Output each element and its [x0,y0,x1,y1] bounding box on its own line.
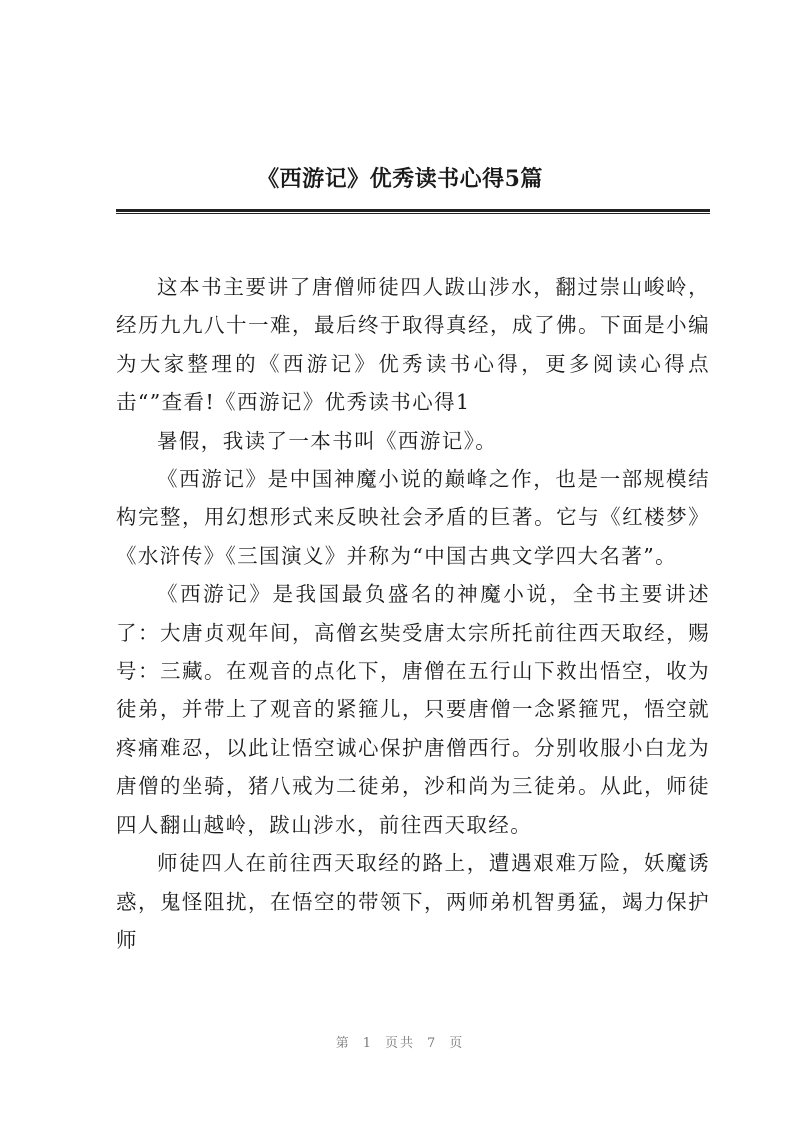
footer-prefix: 第 [335,1036,351,1051]
paragraph-intro: 这本书主要讲了唐僧师徒四人跋山涉水，翻过崇山峻岭，经历九九八十一难，最后终于取得真经，成了佛。下面是小编为大家整理的《西游记》优秀读书心得，更多阅读心得点击“”查看!《西游记》优秀读书心得1 [116,275,710,415]
paragraph-plot: 《西游记》是我国最负盛名的神魔小说，全书主要讲述了：大唐贞观年间，高僧玄奘受唐太宗所托前往西天取经，赐号：三藏。在观音的点化下，唐僧在五行山下救出悟空，收为徒弟，并带上了观音的紧箍儿，只要唐僧一念紧箍咒，悟空就疼痛难忍，以此让悟空诚心保护唐僧西行。分别收服小白龙为唐僧的坐骑，猪八戒为二徒弟，沙和尚为三徒弟。从此，师徒四人翻山越岭，跋山涉水，前往西天取经。 [116,582,710,837]
footer-total-pages: 7 [427,1036,438,1051]
paragraph-overview: 《西游记》是中国神魔小说的巅峰之作，也是一部规模结构完整，用幻想形式来反映社会矛盾的巨著。它与《红楼梦》《水浒传》《三国演义》并称为“中国古典文学四大名著”。 [116,467,710,568]
paragraph-journey: 师徒四人在前往西天取经的路上，遭遇艰难万险，妖魔诱惑，鬼怪阻扰，在悟空的带领下，两师弟机智勇猛，竭力保护师 [116,851,710,952]
footer-current-page: 1 [362,1036,373,1051]
page-footer [0,1032,800,1051]
title-divider [116,209,710,212]
footer-suffix: 页 [449,1036,465,1051]
paragraph-summer: 暑假，我读了一本书叫《西游记》。 [157,428,498,453]
footer-middle: 页共 [384,1036,415,1051]
document-body [116,268,710,959]
page-title: 《西游记》优秀读书心得5篇 [257,166,543,192]
